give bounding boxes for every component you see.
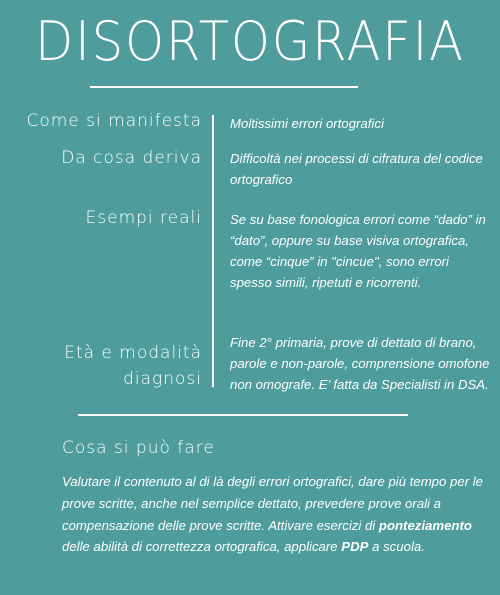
label-line: Da cosa deriva	[61, 148, 202, 168]
label-da-cosa-deriva	[61, 145, 202, 171]
section-body	[62, 471, 492, 558]
body-text-part: a scuola.	[368, 539, 425, 555]
label-line: Età e modalità	[64, 343, 202, 363]
desc-come-si-manifesta: Moltissimi errori ortografici	[230, 116, 384, 131]
body-bold-term: ponteziamento	[378, 517, 472, 533]
page-title: DISORTOGRAFIA	[34, 10, 466, 73]
label-line: Esempi reali	[85, 208, 202, 228]
desc-esempi-reali: Se su base fonologica errori come “dado” in “dato”, oppure su base visiva ortografica, come “cinque” in "cincue", sono errori spesso simili, ripetuti e ricorrenti.	[230, 212, 486, 290]
label-line: Come si manifesta	[26, 111, 202, 131]
label-come-si-manifesta	[26, 108, 202, 134]
title-divider	[90, 86, 358, 88]
body-text-part: delle abilità di correttezza ortografica, applicare	[62, 539, 342, 555]
desc-da-cosa-deriva: Difficoltà nei processi di cifratura del codice ortografico	[230, 151, 483, 187]
body-text-part: Valutare il contenuto al di là degli errori ortografici, dare più tempo per le prove scritte, anche nel semplice dettato, prevedere prove orali a compensazione delle prove scritte. Attivare esercizi di	[62, 474, 484, 533]
section-divider	[78, 414, 408, 416]
label-esempi-reali	[86, 205, 202, 231]
body-bold-term: PDP	[341, 539, 369, 555]
label-eta-diagnosi	[64, 340, 202, 392]
desc-eta-diagnosi: Fine 2° primaria, prove di dettato di brano, parole e non-parole, comprensione omofone non omografe. E’ fatta da Specialisti in DSA.	[230, 335, 490, 392]
vertical-divider	[212, 115, 214, 387]
label-line: diagnosi	[123, 369, 202, 389]
section-heading: Cosa si può fare	[62, 438, 215, 458]
